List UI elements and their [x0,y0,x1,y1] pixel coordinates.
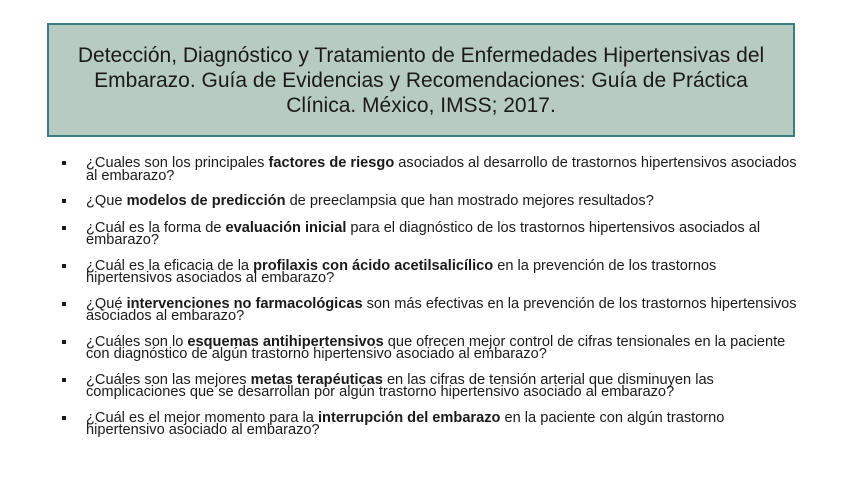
question-item [60,295,800,324]
question-text: ¿Cuáles son las mejores metas terapéuticas en las cifras de tensión arterial que disminuyen las complicaciones que se desarrollan por algún trastorno hipertensivo asociado al embarazo? [86,371,714,400]
question-text: ¿Cuál es la forma de evaluación inicial para el diagnóstico de los trastornos hipertensivos asociados al embarazo? [86,219,761,248]
question-item [60,219,800,248]
question-item [60,257,800,286]
question-item [60,371,800,400]
bullet-square-icon [62,161,66,165]
question-text: ¿Cuál es la eficacia de la profilaxis con ácido acetilsalicílico en la prevención de los trastornos hipertensivos asociados al embarazo? [86,257,717,286]
question-text: ¿Cuales son los principales factores de riesgo asociados al desarrollo de trastornos hipertensivos asociados al embarazo? [86,155,797,184]
bullet-square-icon [62,416,66,420]
bullet-square-icon [62,226,66,230]
question-text: ¿Cuáles son lo esquemas antihipertensivos que ofrecen mejor control de cifras tensionales en la paciente con diagnóstico de algún trastorno hipertensivo asociado al embarazo? [86,333,786,362]
slide-title: Detección, Diagnóstico y Tratamiento de Enfermedades Hipertensivas del Embarazo. Guía de Evidencias y Recomendaciones: Guía de Práctica Clínica. México, IMSS; 2017. [77,43,765,117]
question-text: ¿Cuál es el mejor momento para la interrupción del embarazo en la paciente con algún trastorno hipertensivo asociado al embarazo? [86,409,725,438]
question-item [60,157,800,182]
question-text: ¿Que modelos de predicción de preeclampsia que han mostrado mejores resultados? [86,193,654,209]
bullet-square-icon [62,378,66,382]
question-list [60,157,800,450]
bullet-square-icon [62,199,66,203]
question-item [60,195,800,208]
question-text: ¿Qué intervenciones no farmacológicas son más efectivas en la prevención de los trastornos hipertensivos asociados al embarazo? [86,295,797,324]
question-item [60,409,800,438]
question-item [60,333,800,362]
bullet-square-icon [62,302,66,306]
title-box [47,23,795,137]
bullet-square-icon [62,340,66,344]
bullet-square-icon [62,264,66,268]
